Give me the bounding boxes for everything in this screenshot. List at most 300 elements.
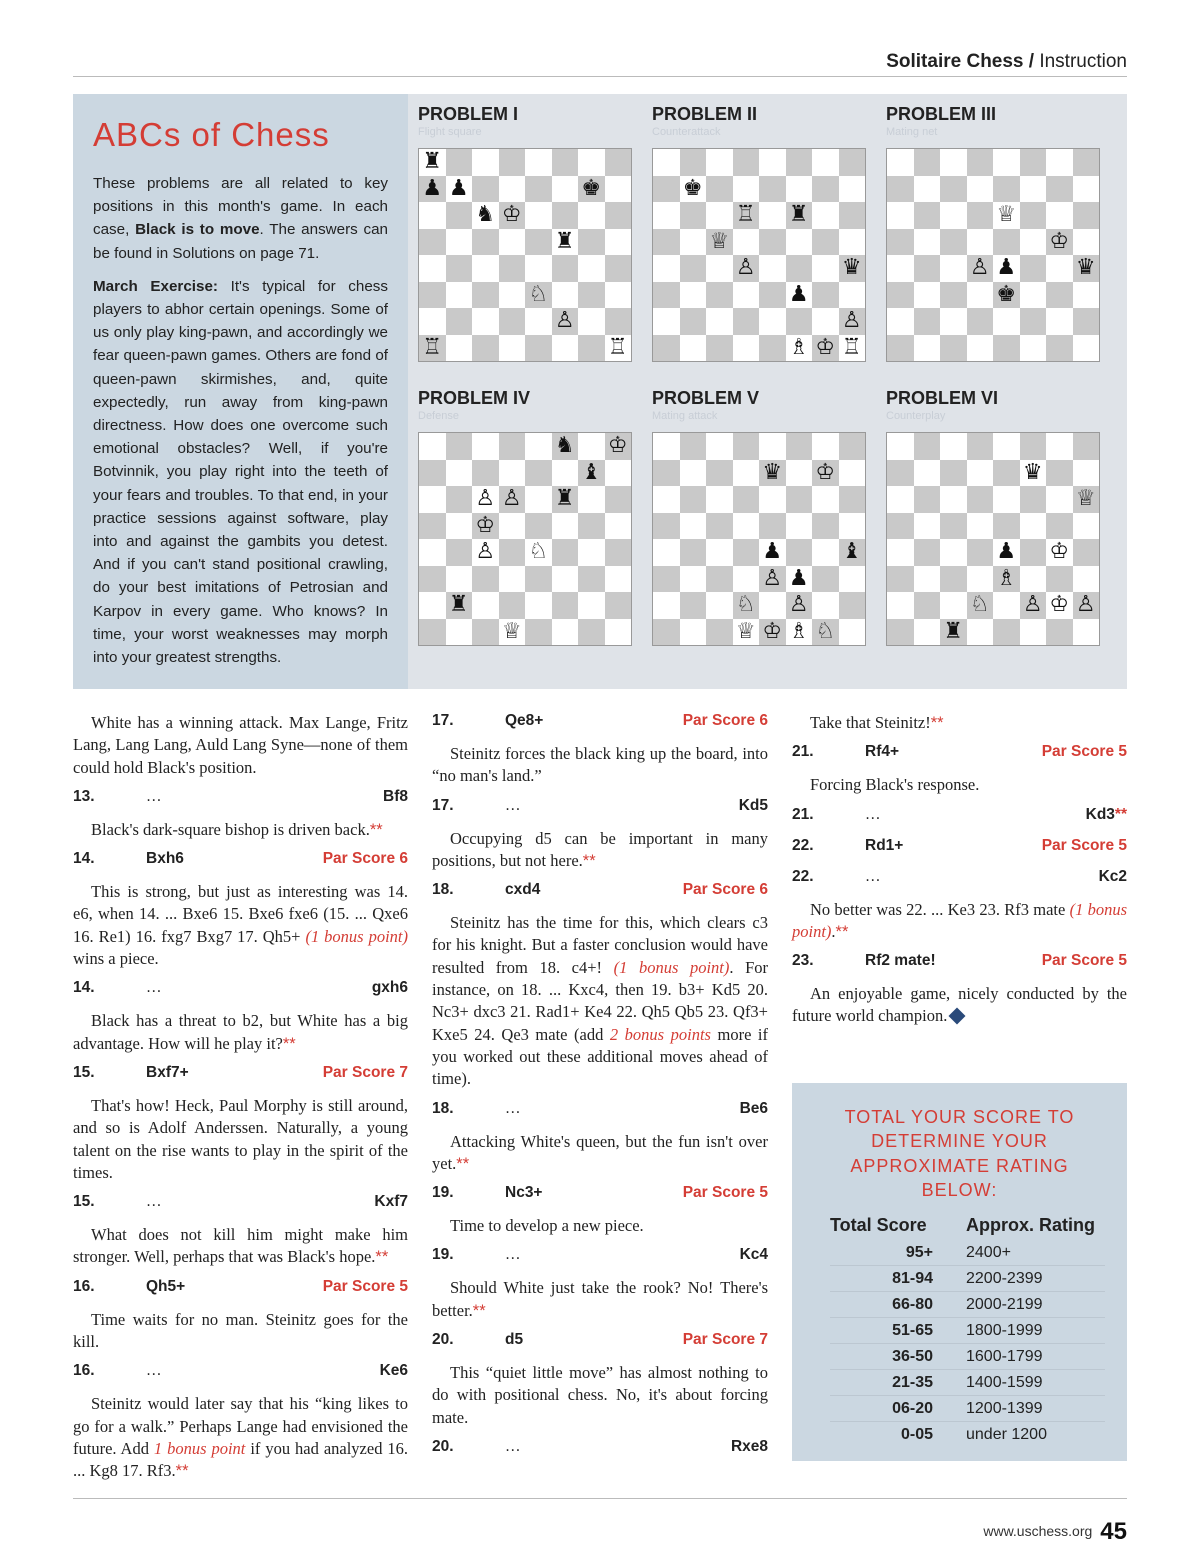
score-row [830,1240,1105,1266]
board-square [499,229,526,256]
board-square [1046,486,1073,513]
chess-piece-icon: ♙ [554,308,575,333]
board-square [1020,229,1047,256]
move-line [792,743,1127,765]
commentary-text: This “quiet little move” has almost nothing to do with positional chess. No, it's about forcing mate. [432,1363,768,1427]
problem-title: PROBLEM IV [418,388,531,408]
board-square [653,176,680,203]
commentary-paragraph [792,712,1127,734]
commentary-text: Should White just take the rook? No! There's better. [432,1278,768,1320]
board-square [653,335,680,362]
board-square [706,308,733,335]
board-square [605,282,632,309]
board-square [680,513,707,540]
board-square [499,460,526,487]
board-square [940,539,967,566]
board-square [499,539,526,566]
board-square [914,539,941,566]
board-square [1046,335,1073,362]
board-square [1020,255,1047,282]
board-square [914,619,941,646]
chess-piece-icon: ♛ [1075,255,1096,280]
move-line [432,797,768,819]
chess-board [886,148,1100,362]
chess-piece-icon: ♙ [762,565,783,591]
problem-6 [886,388,1101,646]
board-square [1046,513,1073,540]
board-square [419,539,446,566]
board-square [578,282,605,309]
board-square [786,486,813,513]
rating-range: 1600-1799 [966,1348,1043,1365]
board-square [653,513,680,540]
board-square [419,255,446,282]
board-square [967,335,994,362]
board-square [1073,513,1100,540]
board-square [1020,176,1047,203]
problem-title: PROBLEM II [652,104,758,124]
chess-piece-icon: ♛ [841,255,862,280]
move-line [792,868,1127,890]
board-square [1073,229,1100,256]
problem-subtitle: Counterattack [652,126,721,138]
par-score: Par Score 7 [682,1331,768,1349]
board-square [733,566,760,593]
score-range: 51-65 [892,1322,933,1339]
commentary-text: Steinitz has the time for this, which clears c3 for his knight. But a faster conclusion would have resulted from 18. c4+! [432,913,768,977]
board-square [525,229,552,256]
board-square [680,308,707,335]
board-square [967,513,994,540]
board-square [680,592,707,619]
bonus-text: (1 bonus point) [305,926,408,946]
board-square [552,282,579,309]
board-square [940,229,967,256]
board-square [887,460,914,487]
move-notation: Qh5+ [146,1277,186,1295]
commentary-text: Take that Steinitz! [810,713,931,732]
board-square [1020,539,1047,566]
board-square [706,149,733,176]
chess-piece-icon: ♜ [554,486,575,511]
footer-url: www.uschess.org [983,1523,1093,1539]
section-title: Solitaire Chess / [886,51,1035,72]
board-square [940,335,967,362]
board-square [499,308,526,335]
board-square [940,566,967,593]
board-square [1073,433,1100,460]
board-square [446,566,473,593]
chess-piece-icon: ♞ [554,433,575,458]
move-line [792,806,1127,828]
board-square [1046,255,1073,282]
chess-piece-icon: ♘ [815,618,836,644]
par-score: Par Score 5 [1041,952,1127,970]
board-square [653,149,680,176]
board-square [839,460,866,487]
board-square [653,282,680,309]
board-square [1046,202,1073,229]
chess-piece-icon: ♝ [841,539,862,564]
board-square [1073,460,1100,487]
board-square [680,486,707,513]
intro-title: ABCs of Chess [93,116,330,153]
board-square [446,513,473,540]
move-notation: … [146,1362,162,1380]
board-square [967,308,994,335]
commentary-text: . For instance, on 18. ... Kxc4, then 19. b3+ Kd5 20. Nc3+ dxc3 21. Rad1+ Ke4 22. Qh5 Qb5 23. Qf3+ Kxe5 24. Qe3 mate (add [432,957,768,1044]
board-square [887,202,914,229]
board-square [605,486,632,513]
board-square [653,255,680,282]
board-square [552,176,579,203]
board-square [993,433,1020,460]
move-number: 16. [73,1362,95,1380]
board-square [605,176,632,203]
board-square [914,255,941,282]
rating-range: 1800-1999 [966,1322,1043,1339]
board-square [446,149,473,176]
board-square [1073,335,1100,362]
chess-piece-icon: ♟ [788,565,809,591]
chess-piece-icon: ♘ [735,592,756,617]
commentary-paragraph [792,899,1127,944]
board-square [525,255,552,282]
board-square [1020,513,1047,540]
board-square [680,255,707,282]
rating-range: 1400-1599 [966,1374,1043,1391]
board-square [605,149,632,176]
commentary-paragraph [73,819,408,841]
board-square [499,433,526,460]
chess-piece-icon: ♜ [422,149,443,174]
board-square [419,433,446,460]
commentary-paragraph [792,983,1127,1028]
commentary-text: Forcing Black's response. [810,775,980,795]
par-score: Par Score 6 [682,712,768,729]
move-number: 19. [432,1246,454,1264]
chess-piece-icon: ♙ [475,539,496,564]
move-notation: cxd4 [505,881,541,899]
board-square [578,592,605,619]
board-square [552,539,579,566]
score-range: 66-80 [892,1296,933,1313]
commentary-text: . [831,921,836,941]
move-notation: … [505,1437,521,1455]
board-square [914,486,941,513]
board-square [967,229,994,256]
board-square [706,486,733,513]
board-square [1046,566,1073,593]
board-square [887,513,914,540]
move-line [73,850,408,872]
board-square [706,592,733,619]
board-square [1073,282,1100,309]
board-square [605,592,632,619]
chess-piece-icon: ♕ [501,618,522,644]
end-mark-icon [949,1008,966,1025]
board-square [578,513,605,540]
chess-board [652,432,866,646]
board-square [525,619,552,646]
score-row [830,1318,1105,1344]
chess-piece-icon: ♜ [943,618,964,644]
chess-piece-icon: ♔ [815,334,836,360]
asterisks: ** [1114,805,1127,823]
black-move: Kc2 [1098,867,1127,885]
board-square [733,433,760,460]
board-square [446,282,473,309]
move-notation: Rf4+ [865,743,900,761]
board-square [680,460,707,487]
par-score: Par Score 5 [682,1184,768,1202]
asterisks: ** [369,820,383,839]
board-square [552,460,579,487]
board-square [993,335,1020,362]
board-square [552,566,579,593]
problem-5 [652,388,867,646]
board-square [605,619,632,646]
bonus-text: 2 bonus points [609,1024,711,1044]
move-number: 15. [73,1063,95,1081]
chess-piece-icon: ♔ [607,433,628,458]
board-square [887,282,914,309]
black-move: Rxe8 [730,1437,768,1455]
chess-piece-icon: ♗ [996,565,1017,591]
board-square [993,460,1020,487]
board-square [1073,619,1100,646]
board-square [472,335,499,362]
board-square [914,282,941,309]
move-line [73,979,408,1001]
chess-piece-icon: ♚ [996,281,1017,307]
board-square [733,513,760,540]
black-move: Kxf7 [374,1193,408,1211]
chess-piece-icon: ♚ [581,175,602,201]
board-square [653,460,680,487]
black-move: Ke6 [379,1362,408,1380]
board-square [419,486,446,513]
board-square [993,229,1020,256]
board-square [578,255,605,282]
board-square [839,619,866,646]
board-square [419,619,446,646]
chess-piece-icon: ♔ [815,459,836,485]
commentary-text: Black's dark-square bishop is driven back. [91,819,370,839]
board-square [552,513,579,540]
chess-piece-icon: ♖ [422,334,443,360]
score-range: 06-20 [892,1400,933,1417]
score-row [830,1292,1105,1318]
score-row [830,1266,1105,1292]
total-score-header: Total Score [830,1215,927,1235]
move-number: 16. [73,1277,95,1295]
board-square [706,176,733,203]
board-square [914,460,941,487]
board-square [812,176,839,203]
board-square [706,619,733,646]
chess-piece-icon: ♔ [1049,228,1070,254]
chess-piece-icon: ♙ [501,486,522,511]
page-header [73,51,1127,77]
board-square [578,433,605,460]
move-notation: Bxf7+ [146,1063,189,1081]
board-square [472,255,499,282]
commentary-paragraph [792,774,1127,796]
chess-piece-icon: ♕ [735,618,756,644]
score-range: 81-94 [892,1270,933,1287]
move-notation: … [505,796,521,814]
chess-piece-icon: ♘ [969,592,990,617]
score-row [830,1422,1105,1448]
chess-piece-icon: ♟ [996,539,1017,564]
board-square [419,460,446,487]
score-range: 36-50 [892,1348,933,1365]
board-square [419,282,446,309]
board-square [680,335,707,362]
move-number: 20. [432,1331,454,1349]
problem-subtitle: Flight square [418,126,482,138]
board-square [578,229,605,256]
move-notation: … [505,1099,521,1117]
problem-subtitle: Defense [418,410,459,422]
score-range: 95+ [905,1244,933,1261]
board-square [446,460,473,487]
move-number: 15. [73,1193,95,1211]
black-move: Kc4 [739,1246,768,1264]
problem-1 [418,104,633,362]
board-square [472,433,499,460]
move-notation: Rf2 mate! [865,952,936,970]
board-square [759,229,786,256]
board-square [812,433,839,460]
board-square [887,619,914,646]
move-line [432,1438,768,1460]
board-square [812,539,839,566]
board-square [914,176,941,203]
board-square [914,308,941,335]
move-line [73,1064,408,1086]
board-square [706,202,733,229]
board-square [733,229,760,256]
board-square [706,433,733,460]
chess-piece-icon: ♟ [788,281,809,307]
board-square [605,566,632,593]
board-square [680,566,707,593]
par-score: Par Score 5 [322,1277,408,1295]
board-square [578,308,605,335]
board-square [1046,282,1073,309]
board-square [786,433,813,460]
par-score: Par Score 5 [1041,836,1127,854]
board-square [605,308,632,335]
board-square [552,255,579,282]
board-square [940,513,967,540]
board-square [993,592,1020,619]
board-square [887,539,914,566]
column-1 [73,712,408,1492]
board-square [1020,335,1047,362]
board-square [706,282,733,309]
commentary-text: Occupying d5 can be important in many positions, but not here. [432,828,768,870]
board-square [812,202,839,229]
board-square [525,433,552,460]
commentary-paragraph [73,1010,408,1055]
board-square [759,202,786,229]
board-square [552,149,579,176]
asterisks: ** [375,1248,389,1267]
page-number: 45 [1100,1518,1127,1545]
move-line [432,1331,768,1353]
board-square [1046,308,1073,335]
move-line [432,712,768,734]
board-square [446,202,473,229]
board-square [993,486,1020,513]
board-square [940,460,967,487]
board-square [967,619,994,646]
move-line [73,1193,408,1215]
move-number: 17. [432,796,454,814]
board-square [839,566,866,593]
board-square [653,202,680,229]
board-square [680,202,707,229]
board-square [552,202,579,229]
board-square [887,149,914,176]
heading-line: DETERMINE YOUR [871,1131,1048,1152]
board-square [552,619,579,646]
heading-line: TOTAL YOUR SCORE TO [844,1107,1075,1127]
problem-2 [652,104,867,362]
board-square [839,592,866,619]
board-square [839,176,866,203]
board-square [1046,460,1073,487]
asterisks: ** [456,1154,470,1173]
chess-board [886,432,1100,646]
board-square [653,592,680,619]
board-square [680,539,707,566]
commentary-paragraph [432,1362,768,1429]
score-box-heading [792,1105,1127,1203]
board-square [653,539,680,566]
chess-board [418,432,632,646]
intro-box [73,94,408,689]
commentary-text: An enjoyable game, nicely conducted by the future world champion. [792,984,1127,1026]
board-square [786,308,813,335]
move-number: 22. [792,836,814,854]
board-square [1073,149,1100,176]
move-notation: d5 [505,1331,524,1349]
board-square [680,619,707,646]
board-square [578,539,605,566]
board-square [499,149,526,176]
board-square [887,308,914,335]
commentary-text: That's how! Heck, Paul Morphy is still around, and so is Adolf Anderssen. Naturally, a young talent on the rise wants to play in the spirit of the times. [73,1095,408,1182]
score-row [830,1344,1105,1370]
par-score: Par Score 6 [322,850,408,868]
rating-range: under 1200 [966,1426,1047,1443]
chess-piece-icon: ♔ [475,512,496,538]
move-number: 22. [792,867,814,885]
move-line [432,881,768,903]
move-line [73,788,408,810]
move-number: 17. [432,712,454,729]
board-square [940,486,967,513]
board-square [653,619,680,646]
par-score: Par Score 7 [322,1063,408,1081]
board-square [605,460,632,487]
score-row [830,1370,1105,1396]
board-square [759,335,786,362]
